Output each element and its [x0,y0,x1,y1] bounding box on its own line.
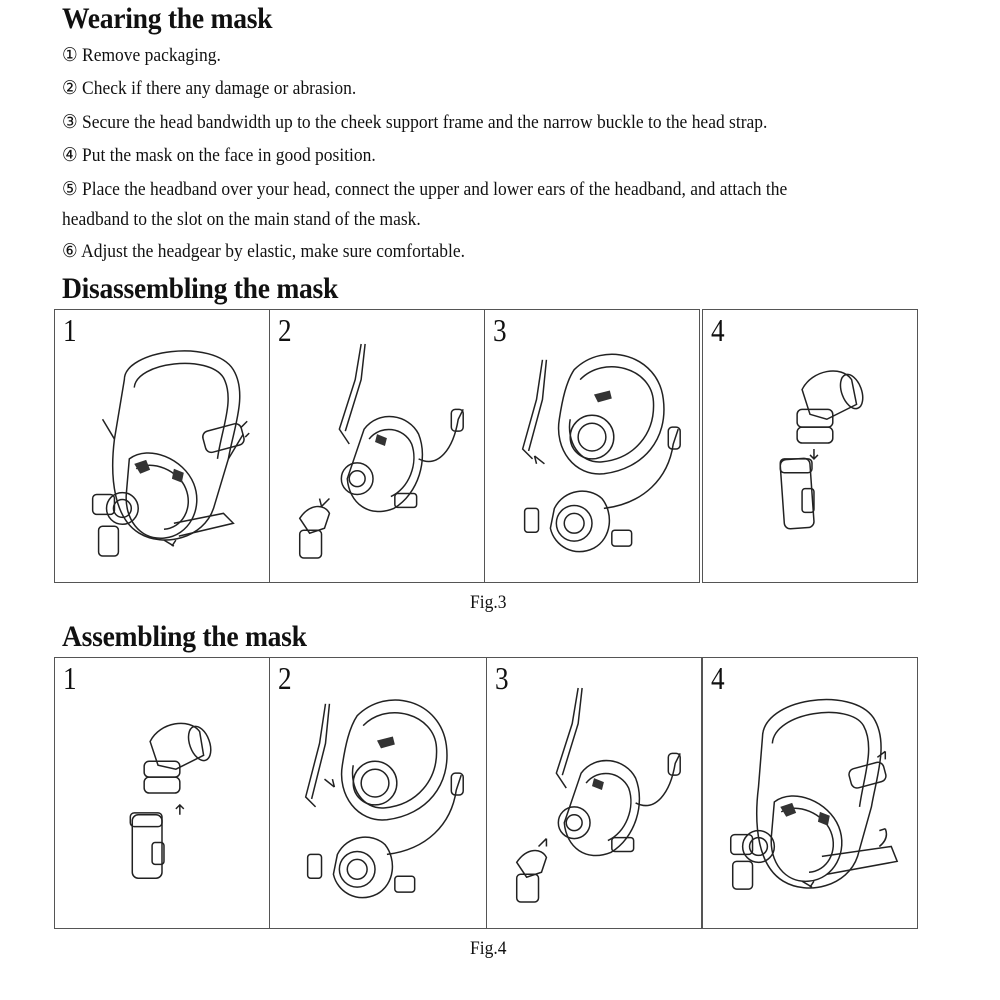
panel-number: 2 [278,660,292,696]
panel-number: 4 [711,312,725,348]
wearing-step-5-continued: headband to the slot on the main stand of the mask. [62,209,421,230]
mask-with-straps-illustration [487,658,701,928]
panel-number: 1 [63,660,77,696]
mask-with-straps-illustration [270,310,484,582]
disassembly-panel-1 [54,309,270,583]
full-mask-with-headgear-illustration [55,310,269,582]
panel-number: 2 [278,312,292,348]
panel-number: 3 [495,660,509,696]
wearing-step-6: ⑥ Adjust the headgear by elastic, make sure comfortable. [62,241,466,262]
figure-caption-3: Fig.3 [470,592,507,613]
disassembly-panel-2 [269,309,485,583]
panel-number: 1 [63,312,77,348]
elbow-connector-illustration [703,310,917,582]
heading-wearing: Wearing the mask [62,2,273,35]
wearing-step-2: ② Check if there any damage or abrasion. [62,78,357,99]
disassembly-panel-4 [702,309,918,583]
wearing-step-3: ③ Secure the head bandwidth up to the cheek support frame and the narrow buckle to the head strap. [62,112,768,133]
mask-cushion-frame-illustration [270,658,486,928]
wearing-step-5: ⑤ Place the headband over your head, connect the upper and lower ears of the headband, and attach the [62,179,788,200]
elbow-connector-illustration [55,658,269,928]
heading-disassembling: Disassembling the mask [62,272,339,305]
panel-number: 4 [711,660,725,696]
heading-assembling: Assembling the mask [62,620,307,653]
assembly-panel-3 [486,657,702,929]
wearing-step-4: ④ Put the mask on the face in good position. [62,145,376,166]
disassembly-panel-3 [484,309,700,583]
wearing-step-1: ① Remove packaging. [62,45,221,66]
full-mask-with-headgear-illustration [703,658,917,928]
panel-number: 3 [493,312,507,348]
assembly-panel-4 [702,657,918,929]
mask-cushion-frame-illustration [485,310,699,582]
assembly-panel-1 [54,657,270,929]
figure-caption-4: Fig.4 [470,938,507,959]
assembly-panel-2 [269,657,487,929]
